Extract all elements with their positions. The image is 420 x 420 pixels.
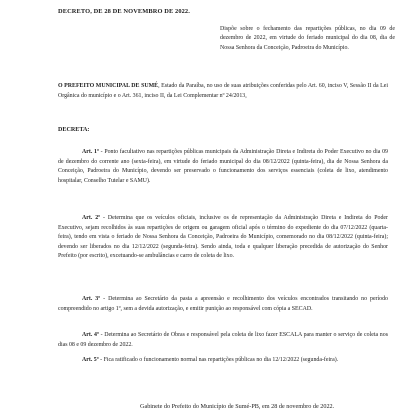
article-3 (58, 295, 388, 314)
article-4-label: Art. 4º (82, 332, 99, 338)
article-4 (58, 331, 388, 350)
intro-paragraph (58, 82, 388, 101)
decree-title: DECRETO, DE 28 DE NOVEMBRO DE 2022. (58, 8, 190, 15)
article-5-label: Art. 5º (82, 357, 99, 363)
article-2-label: Art. 2º (82, 215, 101, 221)
decreta-heading: DECRETA: (58, 127, 90, 133)
intro-authority: O PREFEITO MUNICIPAL DE SUMÉ (58, 83, 159, 89)
article-4-text: - Determina ao Secretário de Obras e responsável pela coleta de lixo fazer ESCALA para manter o serviço de coleta nos dias 08 e 09 dezembro de 2022. (58, 332, 388, 348)
article-1-text: - Ponto facultativo nas repartições públicas municipais da Administração Direta e Indireta do Poder Executivo no dia 09 de dezembro do corrente ano (sexta-feira), em virtude do feriado municipal do dia 08/12/2022 (quinta-feira), dia de Nossa Senhora da Conceição, Padroeira do Município, devendo ser preservado o funcionamento dos serviços essenciais (coleta de lixo, atendimento hospitalar, Conselho Tutelar e SAMU). (58, 149, 388, 184)
article-5 (58, 356, 388, 366)
article-3-label: Art. 3º (82, 296, 101, 302)
article-3-text: - Determina ao Secretário da pasta a apreensão e recolhimento dos veículos encontrados transitando no período compreendido no artigo 1º, sem a devida autorização, e emitir punição ao responsável com cópia a SECAD. (58, 296, 388, 312)
intro-text: , Estado da Paraíba, no uso de suas atribuições conferidas pelo Art. 60, inciso V, Sessão II da Lei Orgânica do município e o Art. 361, inciso II, da Lei Complementar nº 24/2013, (58, 83, 388, 99)
article-2-text: - Determina que os veículos oficiais, inclusive os de representação da Administração Direta e Indireta do Poder Executivo, sejam recolhidos às suas repartições de origem ou garagem oficial após o término do expediente do dia 07/12/2022 (quarta-feira), tendo em vista o feriado de Nossa Senhora da Conceição, Padroeira do Município, comemorado no dia 08/12/2022 (quinta-feira); devendo ser liberados no dia 12/12/2022 (segunda-feira). Sendo ainda, toda e qualquer liberação precedida de autorização do Senhor Prefeito (por escrito), excetuando-se ambulâncias e carro de coleta de lixo. (58, 215, 388, 260)
article-1 (58, 148, 388, 186)
signature-line: Gabinete do Prefeito do Município de Sumé-PB, em 28 de novembro de 2022. (140, 403, 335, 410)
article-2 (58, 214, 388, 262)
decree-summary: Dispõe sobre o fechamento das repartições públicas, no dia 09 de dezembro de 2022, em virtude do feriado municipal do dia 08, dia de Nossa Senhora da Conceição, Padroeira do Município. (220, 26, 395, 51)
article-1-label: Art. 1º (82, 149, 99, 155)
article-5-text: - Fica ratificado o funcionamento normal nas repartições públicas no dia 12/12/2022 (segunda-feira). (98, 357, 339, 363)
